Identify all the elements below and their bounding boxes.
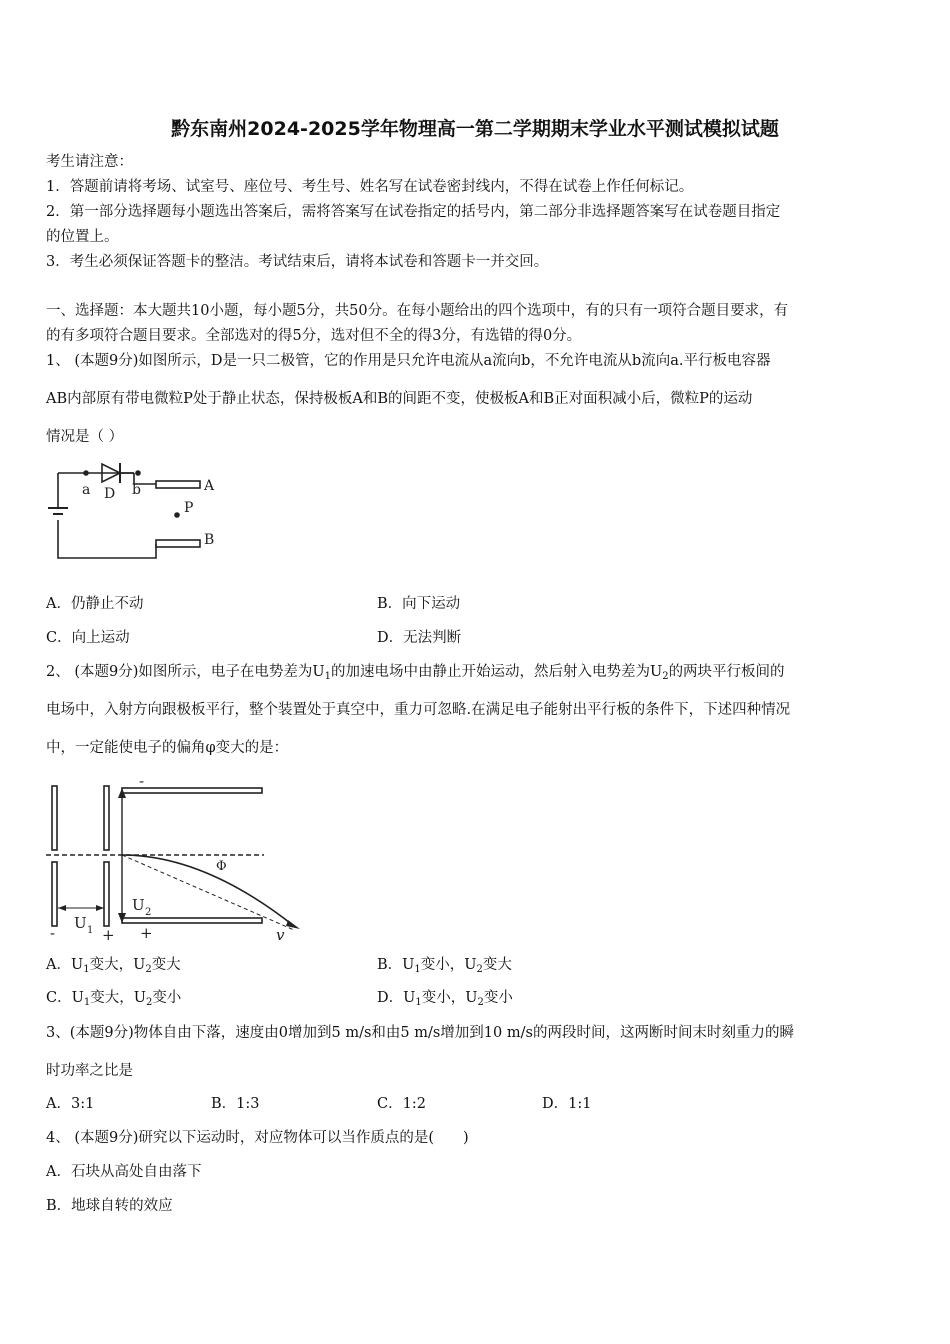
q1-option-b: B．向下运动 xyxy=(377,596,461,612)
notice-item-1: 1．答题前请将考场、试室号、座位号、考生号、姓名写在试卷密封线内，不得在试卷上作任何标记。 xyxy=(46,179,694,195)
fig1-label-a: a xyxy=(82,482,91,498)
q4-stem-line1: 4、 (本题9分)研究以下运动时，对应物体可以当作质点的是( ) xyxy=(46,1130,469,1146)
q1-option-d: D．无法判断 xyxy=(377,630,462,646)
fig2-plus-plate: + xyxy=(140,924,153,942)
fig1-label-A: A xyxy=(204,478,215,494)
q1-stem-line2: AB内部原有带电微粒P处于静止状态，保持极板A和B的间距不变，使极板A和B正对面积减小后，微粒P的运动 xyxy=(46,391,753,407)
q2-stem-line1: 2、 (本题9分)如图所示，电子在电势差为$U_1$的加速电场中由静止开始运动，然后射入电势差为$U_2$的两块平行板间的 xyxy=(46,664,785,682)
notice-item-2a: 2．第一部分选择题每小题选出答案后，需将答案写在试卷指定的括号内，第二部分非选择题答案写在试卷题目指定 xyxy=(46,204,781,220)
fig1-label-P: P xyxy=(184,500,194,516)
fig2-velocity-label: v xyxy=(276,926,285,944)
fig1-label-B: B xyxy=(204,532,215,548)
q2-option-d: D．$U_1$变小，$U_2$变小 xyxy=(377,990,513,1008)
q3-stem-line2: 时功率之比是 xyxy=(46,1063,133,1079)
q2-stem-line2: 电场中，入射方向跟极板平行，整个装置处于真空中，重力可忽略.在满足电子能射出平行板的条件下，下述四种情况 xyxy=(46,702,791,718)
fig2-minus-top: - xyxy=(139,774,145,790)
fig2-plus-accel: + xyxy=(102,926,115,944)
q1-option-c: C．向上运动 xyxy=(46,630,130,646)
q1-stem-line1: 1、 (本题9分)如图所示，D是一只二极管，它的作用是只允许电流从a流向b，不允许电流从b流向a.平行板电容器 xyxy=(46,353,771,369)
section-intro-line2: 的有多项符合题目要求。全部选对的得5分，选对但不全的得3分，有选错的得0分。 xyxy=(46,328,582,344)
q1-stem-line3: 情况是（ ） xyxy=(46,429,124,445)
fig2-minus-bottom: - xyxy=(50,924,56,942)
fig1-label-b: b xyxy=(132,482,141,498)
q2-option-a: A．$U_1$变大，$U_2$变大 xyxy=(46,957,181,975)
fig2-label-U2: U xyxy=(132,896,145,914)
fig2-label-U1-sub: 1 xyxy=(87,925,94,936)
page-title: 黔东南州2024-2025学年物理高一第二学期期末学业水平测试模拟试题 xyxy=(171,118,779,140)
q3-option-a: A．3:1 xyxy=(46,1096,95,1112)
q2-deflection-diagram xyxy=(44,774,314,946)
q3-option-c: C．1:2 xyxy=(377,1096,426,1112)
fig2-phi: Φ xyxy=(216,859,227,874)
section-intro-line1: 一、选择题：本大题共10小题，每小题5分，共50分。在每小题给出的四个选项中，有的只有一项符合题目要求，有 xyxy=(46,303,789,319)
notice-heading: 考生请注意： xyxy=(46,154,133,170)
q4-option-a: A．石块从高处自由落下 xyxy=(46,1164,202,1180)
fig2-label-U2-sub: 2 xyxy=(145,907,152,918)
q2-option-b: B．$U_1$变小，$U_2$变大 xyxy=(377,957,512,975)
q3-stem-line1: 3、(本题9分)物体自由下落，速度由0增加到5 m/s和由5 m/s增加到10 m/s的两段时间，这两断时间末时刻重力的瞬 xyxy=(46,1025,794,1041)
notice-item-3: 3．考生必须保证答题卡的整洁。考试结束后，请将本试卷和答题卡一并交回。 xyxy=(46,254,549,270)
q3-option-b: B．1:3 xyxy=(211,1096,260,1112)
q2-stem-line3: 中，一定能使电子的偏角φ变大的是： xyxy=(46,740,289,756)
fig1-label-D: D xyxy=(104,486,116,502)
q1-option-a: A．仍静止不动 xyxy=(46,596,144,612)
fig2-label-U1: U xyxy=(74,914,87,932)
notice-item-2b: 的位置上。 xyxy=(46,229,119,245)
q4-option-b: B．地球自转的效应 xyxy=(46,1198,173,1214)
particle-dot xyxy=(174,512,180,518)
q2-option-c: C．$U_1$变大，$U_2$变小 xyxy=(46,990,182,1008)
q3-option-d: D．1:1 xyxy=(542,1096,592,1112)
q1-circuit-diagram xyxy=(44,458,234,564)
